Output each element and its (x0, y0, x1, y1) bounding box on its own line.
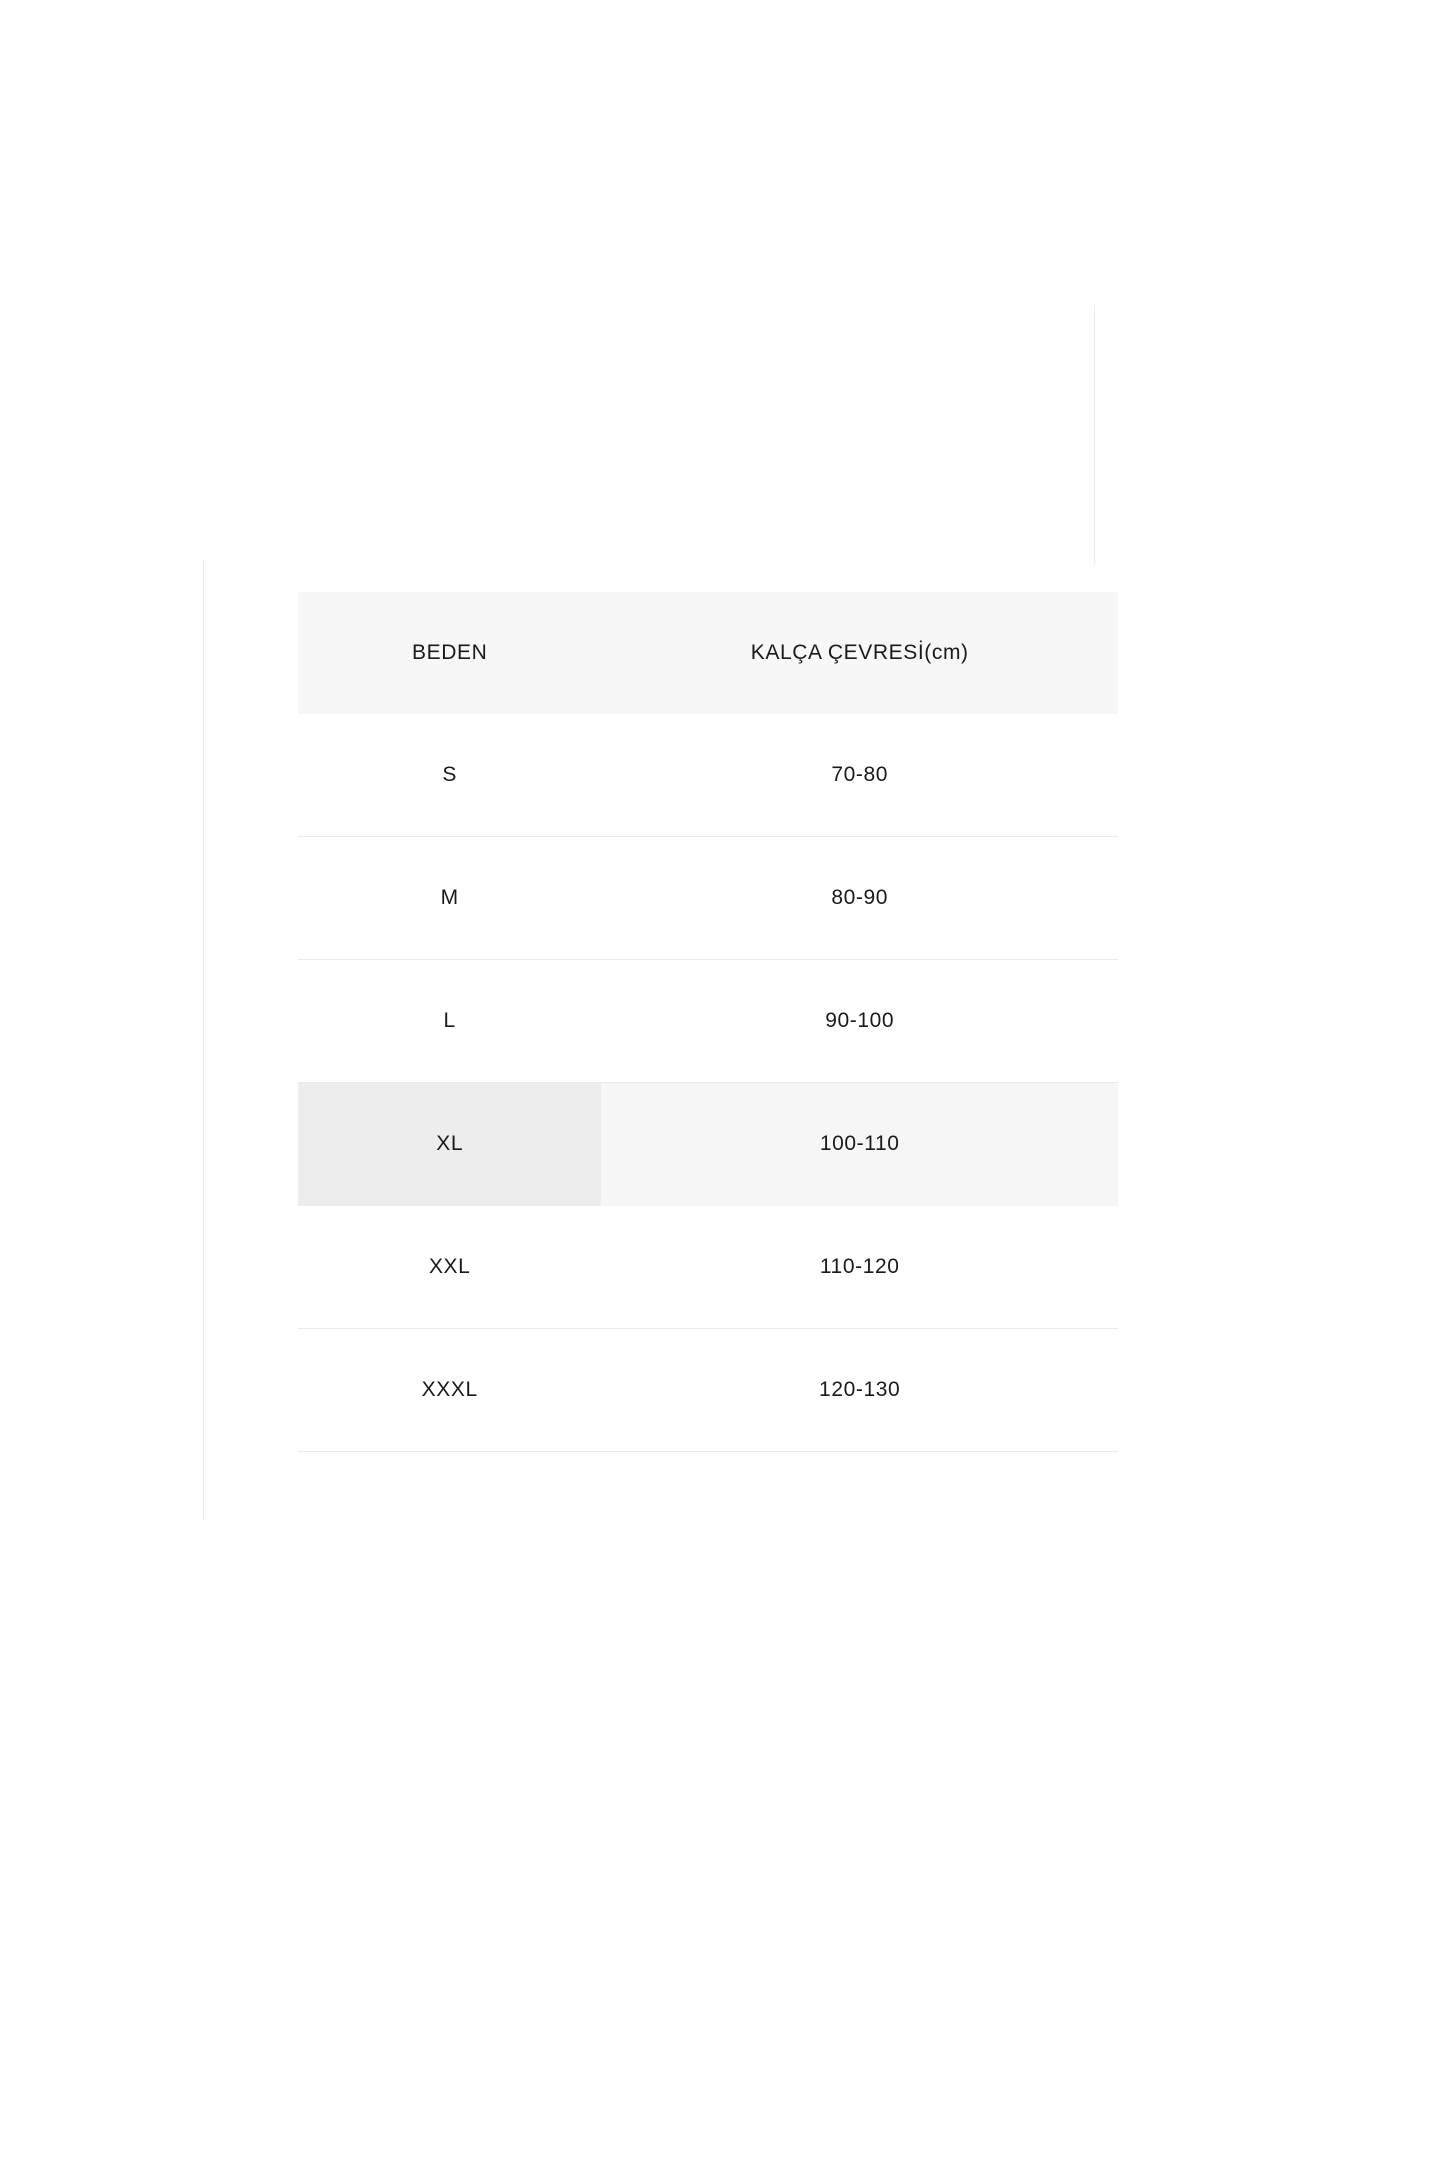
column-header-size: BEDEN (412, 641, 488, 664)
cell-size: XL (298, 1083, 601, 1206)
vertical-divider-right (1094, 305, 1095, 565)
table-body (298, 714, 1118, 1452)
size-chart-table (298, 592, 1118, 1452)
table-row (298, 837, 1118, 960)
table-row-selected (298, 1083, 1118, 1206)
vertical-divider-left (203, 560, 204, 1520)
cell-hip-circumference: 70-80 (831, 763, 889, 786)
cell-size: XXXL (421, 1378, 478, 1401)
cell-hip-circumference: 90-100 (825, 1009, 895, 1032)
cell-size: S (442, 763, 457, 786)
table-header (298, 592, 1118, 714)
cell-hip-circumference: 80-90 (831, 886, 889, 909)
cell-size: L (443, 1009, 456, 1032)
cell-size: XXL (428, 1255, 471, 1278)
cell-size: M (440, 886, 459, 909)
cell-hip-circumference: 120-130 (819, 1378, 901, 1401)
table-row (298, 960, 1118, 1083)
size-chart-container (298, 592, 1118, 1452)
table-row (298, 1206, 1118, 1329)
cell-hip-circumference: 110-120 (819, 1255, 900, 1278)
table-row (298, 714, 1118, 837)
cell-hip-circumference: 100-110 (601, 1083, 1118, 1206)
table-header-row (298, 592, 1118, 714)
table-row (298, 1329, 1118, 1452)
column-header-hip-circumference: KALÇA ÇEVRESİ(cm) (750, 641, 969, 664)
